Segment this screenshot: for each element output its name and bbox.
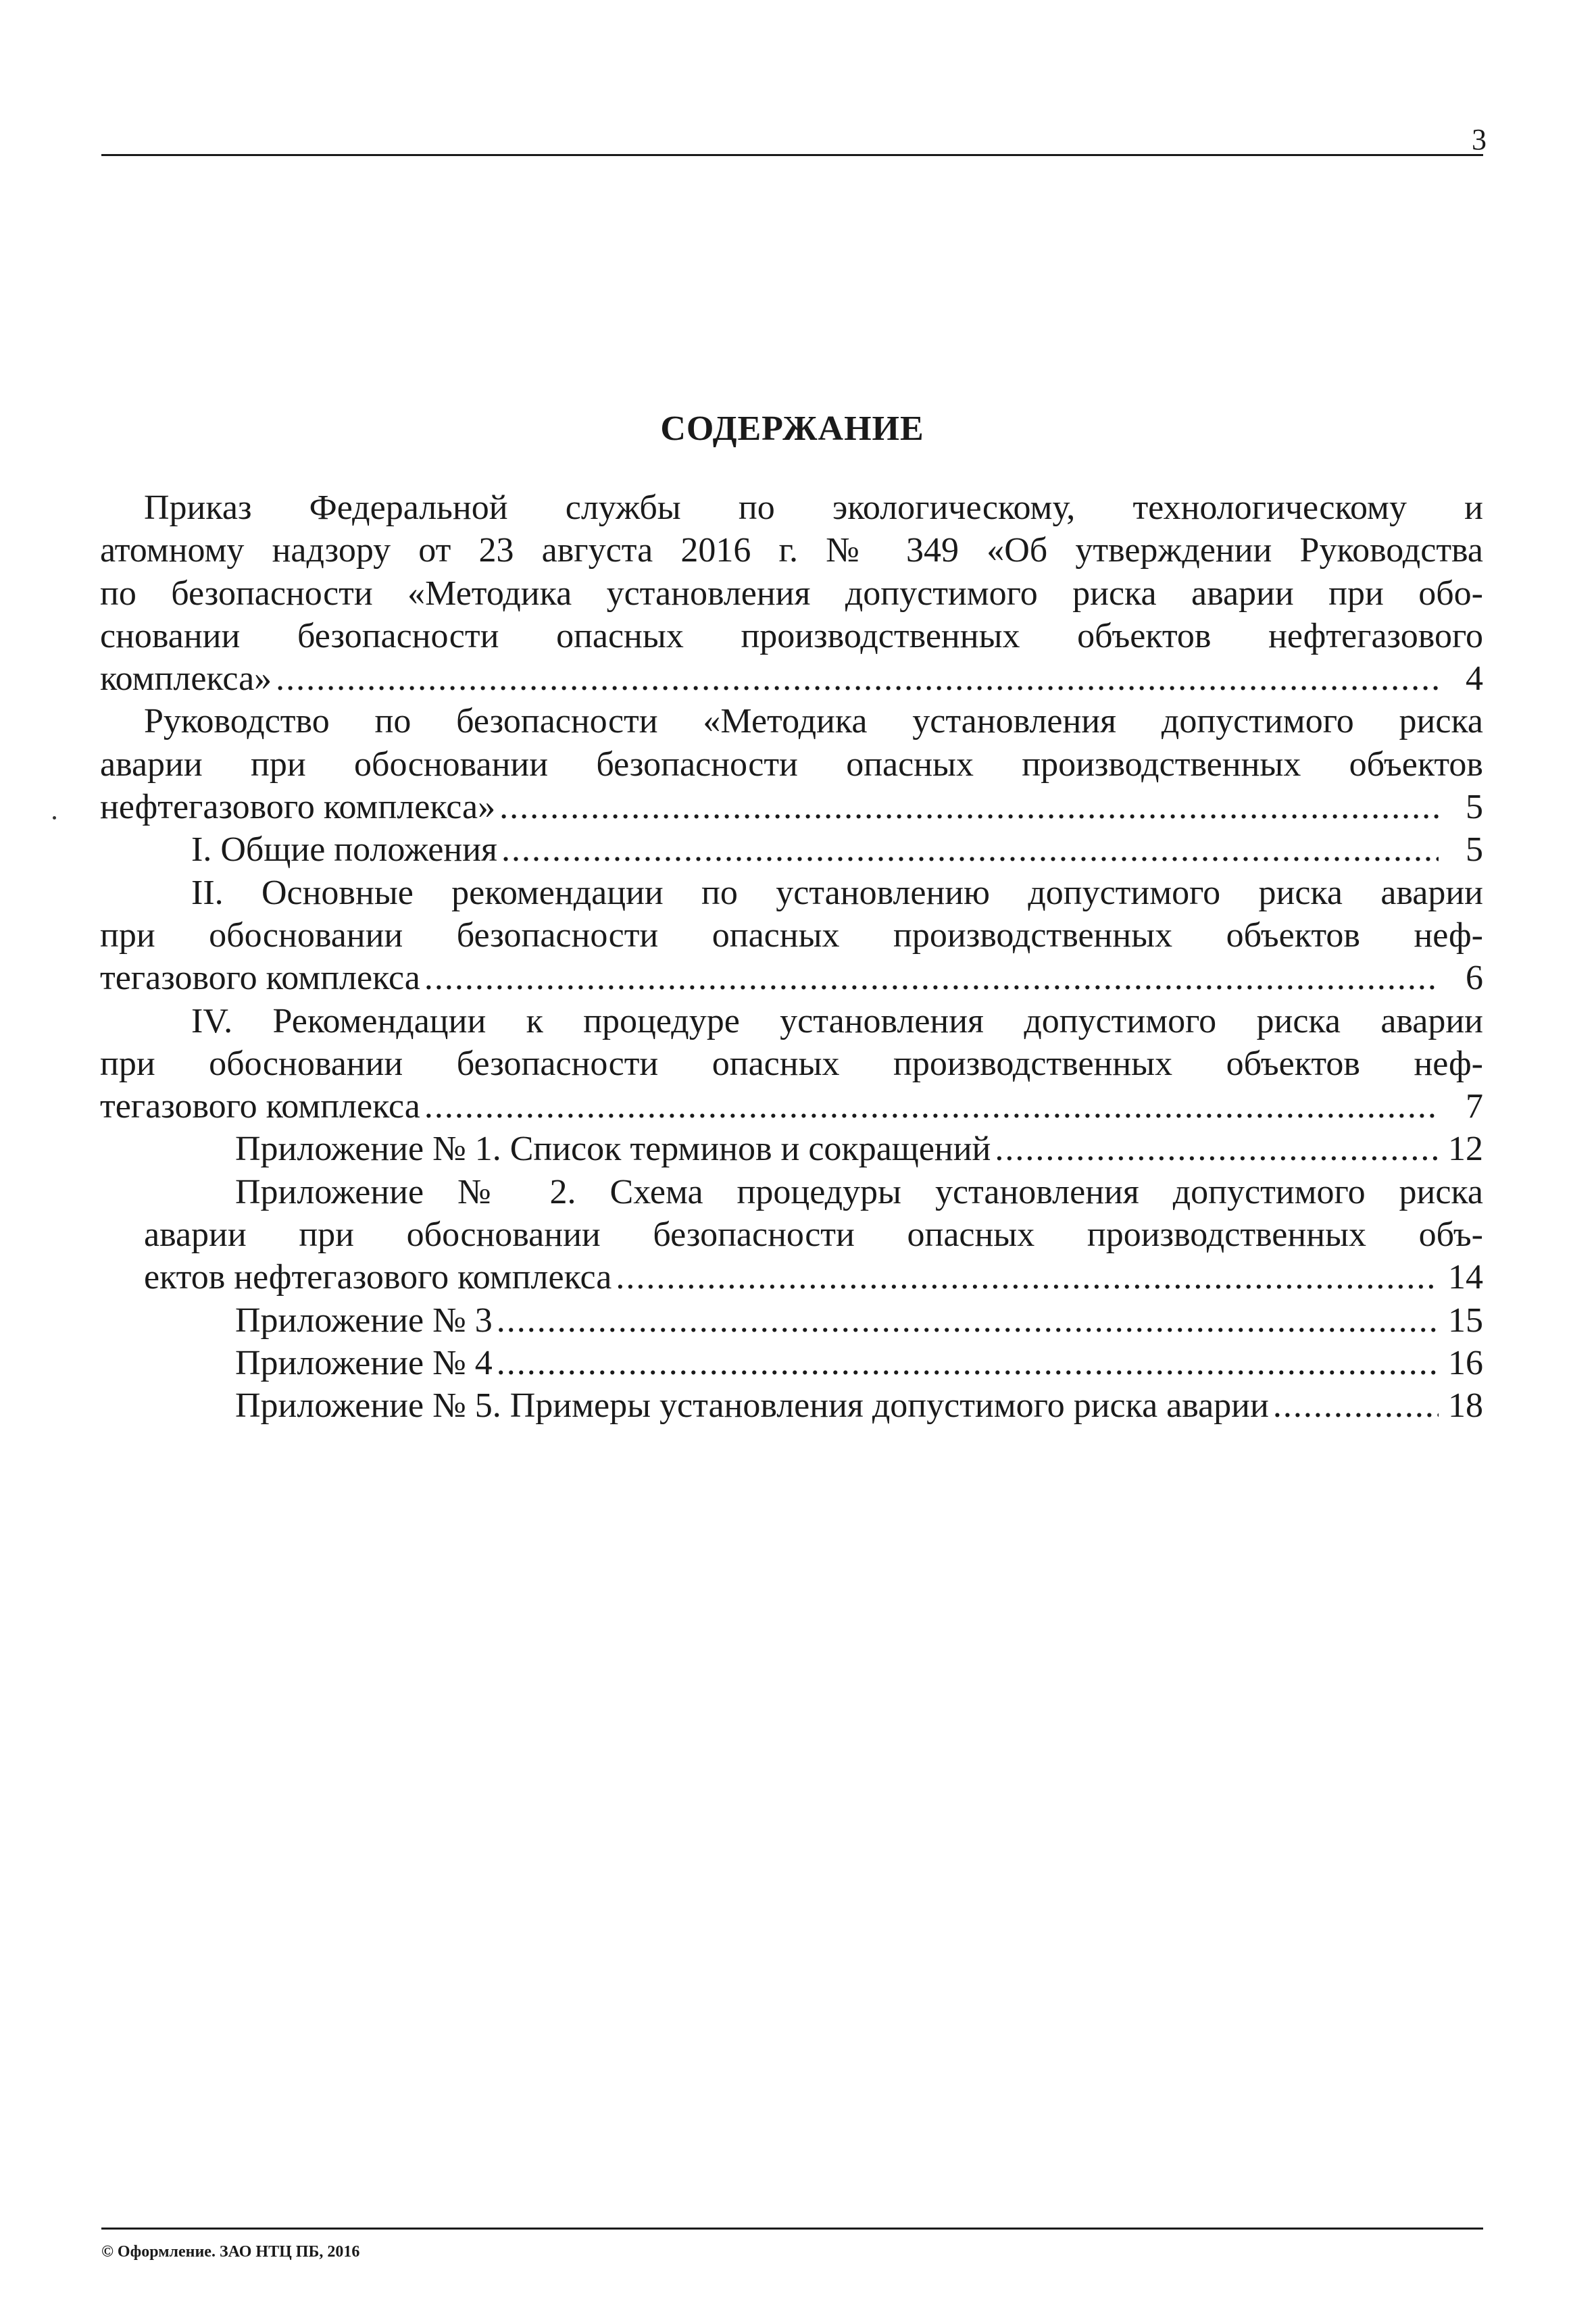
- leader-dots: [497, 1299, 1439, 1342]
- toc-entry-guide[interactable]: [100, 700, 1483, 828]
- toc-entry-section-4[interactable]: [100, 1000, 1483, 1128]
- toc-entry-text: комплекса»: [100, 659, 272, 699]
- toc-entry-section-1[interactable]: [144, 828, 1483, 871]
- page-title: СОДЕРЖАНИЕ: [660, 409, 924, 448]
- toc-entry-last-line: [235, 1384, 1483, 1427]
- toc-entry-line: при обосновании безопасности опасных производственных объектов неф-: [100, 1044, 1483, 1083]
- toc-page-number: 6: [1466, 959, 1483, 998]
- toc-page-number: 4: [1466, 659, 1483, 699]
- table-of-contents: [100, 486, 1483, 1428]
- toc-entry-last-line: [191, 828, 1483, 871]
- toc-entry-appendix-3[interactable]: [144, 1299, 1483, 1342]
- toc-entry-appendix-1[interactable]: [144, 1128, 1483, 1170]
- toc-entry-line: IV. Рекомендации к процедуре установления допустимого риска аварии: [191, 1001, 1483, 1040]
- toc-page-number: 5: [1466, 788, 1483, 827]
- toc-entry-last-line: [100, 657, 1483, 700]
- toc-entry-text: тегазового комплекса: [100, 1087, 420, 1126]
- toc-entry-line: аварии при обосновании безопасности опасных производственных объектов: [100, 745, 1483, 784]
- header-rule: [101, 154, 1483, 156]
- page-number: 3: [1472, 123, 1487, 156]
- scan-speck: [53, 816, 56, 820]
- toc-entry-appendix-4[interactable]: [144, 1342, 1483, 1384]
- toc-entry-line: Руководство по безопасности «Методика установления допустимого риска: [144, 702, 1483, 741]
- toc-entry-text: I. Общие положения: [191, 830, 497, 870]
- toc-entry-text: Приложение № 5. Примеры установления допустимого риска аварии: [235, 1386, 1269, 1426]
- toc-entry-order[interactable]: [100, 486, 1483, 700]
- leader-dots: [995, 1128, 1439, 1170]
- toc-page-number: 7: [1466, 1087, 1483, 1126]
- toc-entry-line: аварии при обосновании безопасности опасных производственных объ-: [144, 1215, 1483, 1255]
- toc-page-number: 18: [1448, 1386, 1483, 1426]
- toc-entry-last-line: [235, 1128, 1483, 1170]
- toc-entry-line: сновании безопасности опасных производственных объектов нефтегазового: [100, 616, 1483, 655]
- toc-entry-text: нефтегазового комплекса»: [100, 788, 496, 827]
- leader-dots: [616, 1256, 1439, 1299]
- toc-entry-line: при обосновании безопасности опасных производственных объектов неф-: [100, 915, 1483, 955]
- toc-entry-last-line: [235, 1299, 1483, 1342]
- toc-entry-line: Приложение № 2. Схема процедуры установления допустимого риска: [235, 1172, 1483, 1211]
- toc-entry-text: Приложение № 4: [235, 1343, 493, 1382]
- toc-page-number: 15: [1448, 1301, 1483, 1340]
- leader-dots: [497, 1342, 1439, 1384]
- leader-dots: [276, 657, 1439, 700]
- toc-entry-last-line: [100, 786, 1483, 828]
- toc-entry-last-line: [100, 1085, 1483, 1128]
- leader-dots: [424, 957, 1439, 999]
- leader-dots: [424, 1085, 1439, 1128]
- toc-page-number: 14: [1448, 1258, 1483, 1297]
- toc-entry-text: тегазового комплекса: [100, 959, 420, 998]
- toc-page-number: 16: [1448, 1343, 1483, 1382]
- toc-entry-line: II. Основные рекомендации по установлению допустимого риска аварии: [191, 873, 1483, 912]
- toc-entry-last-line: [144, 1256, 1483, 1299]
- leader-dots: [499, 786, 1439, 828]
- toc-page-number: 5: [1466, 830, 1483, 870]
- toc-page-number: 12: [1448, 1130, 1483, 1169]
- toc-entry-last-line: [235, 1342, 1483, 1384]
- toc-entry-section-2[interactable]: [100, 872, 1483, 1000]
- toc-entry-text: ектов нефтегазового комплекса: [144, 1258, 612, 1297]
- toc-entry-line: Приказ Федеральной службы по экологическому, технологическому и: [144, 488, 1483, 527]
- leader-dots: [1273, 1384, 1439, 1427]
- toc-entry-appendix-5[interactable]: [144, 1384, 1483, 1427]
- toc-entry-line: атомному надзору от 23 августа 2016 г. № 349 «Об утверждении Руководства: [100, 531, 1483, 570]
- footer-rule: [101, 2228, 1483, 2230]
- toc-entry-line: по безопасности «Методика установления допустимого риска аварии при обо-: [100, 574, 1483, 613]
- toc-entry-text: Приложение № 1. Список терминов и сокращений: [235, 1130, 991, 1169]
- toc-entry-appendix-2[interactable]: [144, 1171, 1483, 1299]
- leader-dots: [501, 828, 1439, 871]
- footer-copyright: © Оформление. ЗАО НТЦ ПБ, 2016: [101, 2243, 360, 2261]
- toc-entry-last-line: [100, 957, 1483, 999]
- toc-entry-text: Приложение № 3: [235, 1301, 493, 1340]
